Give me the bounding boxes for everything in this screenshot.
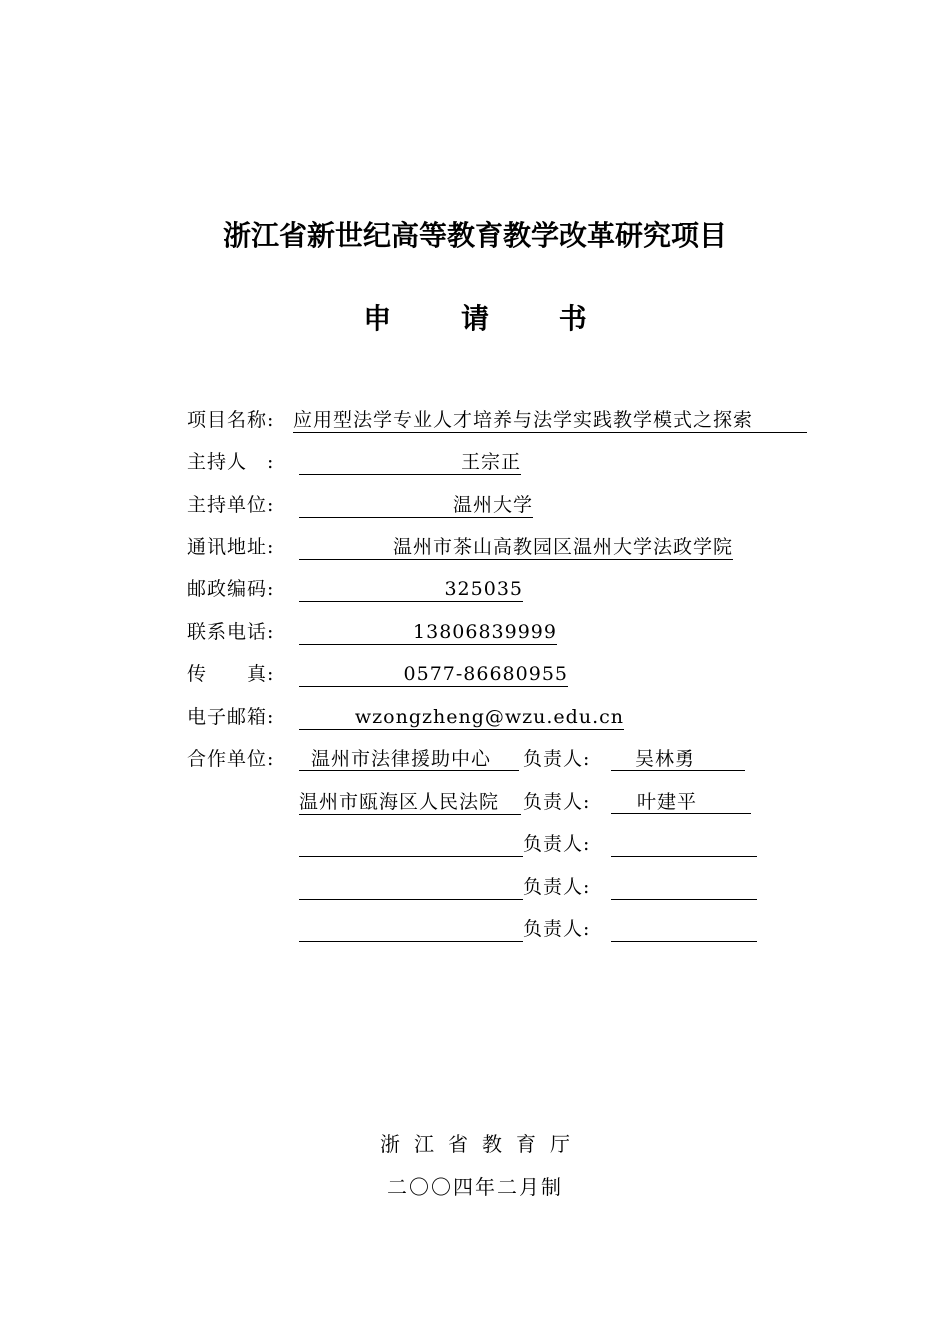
field-fax [187, 659, 607, 689]
partner-person [611, 829, 757, 857]
field-value: 0577-86680955 [299, 659, 568, 687]
field-value: 应用型法学专业人才培养与法学实践教学模式之探索 [293, 405, 807, 433]
field-project-name [187, 405, 827, 435]
responsible-label: 负责人: [523, 833, 591, 855]
field-label: 联系电话: [187, 621, 275, 643]
field-label: 合作单位: [187, 748, 275, 770]
field-phone [187, 617, 607, 647]
responsible-label: 负责人: [523, 791, 591, 813]
field-label: 邮政编码: [187, 578, 275, 600]
partner-unit [299, 829, 523, 857]
responsible-label: 负责人: [523, 876, 591, 898]
partner-row [187, 872, 767, 902]
field-label: 传 真: [187, 663, 275, 685]
partner-unit [299, 872, 523, 900]
field-value: wzongzheng@wzu.edu.cn [299, 702, 624, 730]
partner-person: 吴林勇 [611, 744, 745, 771]
field-postcode [187, 574, 607, 604]
partner-row [187, 829, 767, 859]
document-subtitle: 申 请 书 [363, 302, 617, 335]
field-address [187, 532, 747, 562]
partner-person [611, 914, 757, 942]
issuer: 浙江省教育厅 [380, 1132, 584, 1156]
partner-person [611, 872, 757, 900]
partner-row [187, 744, 767, 774]
field-value: 王宗正 [299, 447, 521, 475]
partner-unit: 温州市法律援助中心 [299, 744, 519, 771]
field-value: 13806839999 [299, 617, 557, 645]
partner-row [187, 787, 767, 817]
partner-unit [299, 914, 523, 942]
responsible-label: 负责人: [523, 918, 591, 940]
document-title: 浙江省新世纪高等教育教学改革研究项目 [222, 219, 727, 252]
partner-person: 叶建平 [611, 787, 751, 814]
field-value: 温州大学 [299, 490, 533, 518]
partner-unit: 温州市瓯海区人民法院 [299, 787, 521, 815]
responsible-label: 负责人: [523, 748, 591, 770]
field-label: 电子邮箱: [187, 706, 275, 728]
field-label: 主持单位: [187, 494, 275, 516]
partner-row [187, 914, 767, 944]
field-value: 325035 [299, 574, 523, 602]
field-label: 通讯地址: [187, 536, 275, 558]
field-host-person [187, 447, 607, 477]
field-label: 项目名称: [187, 409, 275, 431]
issue-date: 二〇〇四年二月制 [387, 1175, 563, 1199]
field-value: 温州市茶山高教园区温州大学法政学院 [299, 532, 733, 560]
field-email [187, 702, 647, 732]
field-host-unit [187, 490, 607, 520]
field-label: 主持人 : [187, 451, 275, 473]
